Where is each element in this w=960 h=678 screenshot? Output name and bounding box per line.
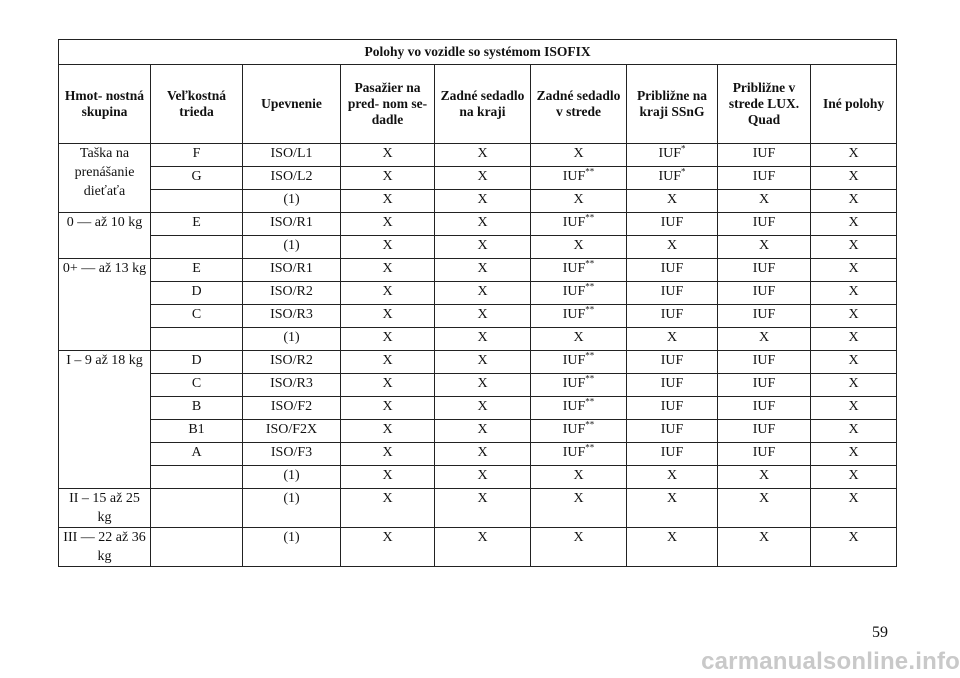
- table-cell: D: [151, 351, 243, 374]
- table-cell: X: [341, 305, 435, 328]
- table-cell: IUF: [627, 420, 718, 443]
- table-cell: IUF: [627, 351, 718, 374]
- table-cell: ISO/F3: [243, 443, 341, 466]
- table-cell: IUF*: [627, 167, 718, 190]
- table-cell: (1): [243, 489, 341, 528]
- table-cell: IUF: [718, 374, 811, 397]
- table-cell: X: [531, 190, 627, 213]
- table-cell: E: [151, 213, 243, 236]
- weight-group-label: III — 22 až 36 kg: [59, 528, 151, 567]
- table-cell: X: [811, 374, 897, 397]
- table-cell: (1): [243, 236, 341, 259]
- table-cell: X: [341, 489, 435, 528]
- table-cell: X: [811, 190, 897, 213]
- table-cell: IUF: [718, 144, 811, 167]
- table-cell: X: [341, 328, 435, 351]
- table-cell: IUF**: [531, 443, 627, 466]
- weight-group-label: 0+ — až 13 kg: [59, 259, 151, 351]
- table-row: [59, 466, 897, 489]
- table-cell: ISO/R2: [243, 351, 341, 374]
- table-cell: X: [341, 374, 435, 397]
- table-cell: IUF: [718, 443, 811, 466]
- table-cell: IUF: [718, 305, 811, 328]
- table-row: [59, 236, 897, 259]
- table-cell: IUF: [627, 259, 718, 282]
- table-cell: X: [811, 351, 897, 374]
- table-cell: X: [341, 236, 435, 259]
- table-cell: ISO/F2: [243, 397, 341, 420]
- table-cell: X: [718, 236, 811, 259]
- table-cell: C: [151, 374, 243, 397]
- column-header: Približne v strede LUX. Quad: [718, 65, 811, 144]
- table-cell: IUF: [718, 167, 811, 190]
- table-cell: IUF: [718, 259, 811, 282]
- table-cell: ISO/F2X: [243, 420, 341, 443]
- table-cell: (1): [243, 528, 341, 567]
- table-cell: X: [811, 213, 897, 236]
- table-cell: X: [811, 305, 897, 328]
- table-cell: IUF**: [531, 374, 627, 397]
- weight-group-label: II – 15 až 25 kg: [59, 489, 151, 528]
- table-cell: IUF: [627, 305, 718, 328]
- table-cell: X: [341, 528, 435, 567]
- table-cell: IUF**: [531, 420, 627, 443]
- weight-group-label: Taška na prenášanie dieťaťa: [59, 144, 151, 213]
- column-header: Hmot- nostná skupina: [59, 65, 151, 144]
- table-cell: [151, 528, 243, 567]
- table-row: [59, 489, 897, 528]
- table-cell: X: [341, 420, 435, 443]
- table-cell: X: [718, 489, 811, 528]
- table-cell: [151, 190, 243, 213]
- table-cell: ISO/R1: [243, 259, 341, 282]
- column-header: Približne na kraji SSnG: [627, 65, 718, 144]
- table-row: [59, 190, 897, 213]
- table-cell: X: [811, 420, 897, 443]
- table-cell: X: [627, 528, 718, 567]
- column-header: Pasažier na pred- nom se- dadle: [341, 65, 435, 144]
- table-cell: X: [341, 259, 435, 282]
- table-cell: X: [531, 328, 627, 351]
- column-header: Zadné sedadlo v strede: [531, 65, 627, 144]
- table-cell: X: [627, 190, 718, 213]
- table-cell: IUF: [718, 420, 811, 443]
- table-cell: X: [435, 144, 531, 167]
- table-cell: X: [435, 528, 531, 567]
- table-cell: IUF**: [531, 213, 627, 236]
- column-header: Upevnenie: [243, 65, 341, 144]
- table-cell: [151, 489, 243, 528]
- table-cell: IUF**: [531, 305, 627, 328]
- table-cell: IUF: [627, 397, 718, 420]
- table-cell: X: [341, 443, 435, 466]
- table-cell: IUF: [627, 282, 718, 305]
- table-row: [59, 167, 897, 190]
- table-cell: X: [435, 489, 531, 528]
- table-cell: IUF: [627, 213, 718, 236]
- table-cell: [151, 328, 243, 351]
- table-cell: F: [151, 144, 243, 167]
- table-cell: ISO/R2: [243, 282, 341, 305]
- table-cell: IUF**: [531, 259, 627, 282]
- table-cell: IUF: [627, 443, 718, 466]
- table-cell: IUF: [718, 213, 811, 236]
- table-row: [59, 305, 897, 328]
- table-cell: IUF: [718, 282, 811, 305]
- table-row: [59, 213, 897, 236]
- table-cell: X: [531, 236, 627, 259]
- table-cell: X: [627, 489, 718, 528]
- table-cell: X: [718, 190, 811, 213]
- table-cell: G: [151, 167, 243, 190]
- table-cell: IUF*: [627, 144, 718, 167]
- table-cell: X: [718, 466, 811, 489]
- table-cell: X: [341, 144, 435, 167]
- table-row: [59, 282, 897, 305]
- table-cell: B: [151, 397, 243, 420]
- table-cell: X: [435, 443, 531, 466]
- table-cell: X: [811, 489, 897, 528]
- table-cell: X: [341, 466, 435, 489]
- table-cell: X: [435, 167, 531, 190]
- table-cell: X: [811, 259, 897, 282]
- table-cell: X: [531, 144, 627, 167]
- table-cell: X: [531, 489, 627, 528]
- table-cell: X: [341, 397, 435, 420]
- table-row: [59, 351, 897, 374]
- table-cell: IUF**: [531, 351, 627, 374]
- table-cell: IUF**: [531, 167, 627, 190]
- table-cell: X: [811, 236, 897, 259]
- table-cell: ISO/R3: [243, 374, 341, 397]
- table-cell: X: [627, 466, 718, 489]
- column-header: Iné polohy: [811, 65, 897, 144]
- table-row: [59, 259, 897, 282]
- table-cell: [151, 236, 243, 259]
- table-cell: [151, 466, 243, 489]
- table-cell: X: [435, 420, 531, 443]
- column-header: Veľkostná trieda: [151, 65, 243, 144]
- table-cell: (1): [243, 190, 341, 213]
- table-cell: E: [151, 259, 243, 282]
- table-cell: X: [811, 167, 897, 190]
- table-cell: X: [718, 528, 811, 567]
- table-cell: X: [435, 397, 531, 420]
- table-cell: X: [435, 466, 531, 489]
- table-cell: X: [435, 213, 531, 236]
- table-cell: X: [341, 351, 435, 374]
- table-cell: X: [811, 528, 897, 567]
- table-cell: X: [811, 466, 897, 489]
- table-cell: X: [811, 328, 897, 351]
- table-cell: X: [627, 236, 718, 259]
- table-cell: ISO/R3: [243, 305, 341, 328]
- table-row: [59, 443, 897, 466]
- table-cell: X: [531, 528, 627, 567]
- table-cell: X: [531, 466, 627, 489]
- table-cell: X: [811, 144, 897, 167]
- table-row: [59, 420, 897, 443]
- watermark: carmanualsonline.info: [701, 648, 960, 675]
- table-cell: X: [627, 328, 718, 351]
- table-cell: A: [151, 443, 243, 466]
- table-title: Polohy vo vozidle so systémom ISOFIX: [59, 40, 897, 65]
- weight-group-label: 0 — až 10 kg: [59, 213, 151, 259]
- table-body: [59, 144, 897, 567]
- weight-group-label: I – 9 až 18 kg: [59, 351, 151, 489]
- table-cell: IUF**: [531, 397, 627, 420]
- table-cell: X: [718, 328, 811, 351]
- table-cell: X: [811, 282, 897, 305]
- column-header: Zadné sedadlo na kraji: [435, 65, 531, 144]
- table-cell: X: [341, 190, 435, 213]
- table-cell: X: [435, 351, 531, 374]
- table-cell: D: [151, 282, 243, 305]
- table-cell: ISO/R1: [243, 213, 341, 236]
- table-cell: C: [151, 305, 243, 328]
- isofix-positions-table: [58, 39, 897, 567]
- table-cell: (1): [243, 466, 341, 489]
- table-cell: IUF: [718, 351, 811, 374]
- table-cell: X: [341, 213, 435, 236]
- table-cell: X: [435, 282, 531, 305]
- table-row: [59, 528, 897, 567]
- table-cell: IUF**: [531, 282, 627, 305]
- table-row: [59, 397, 897, 420]
- table-cell: IUF: [718, 397, 811, 420]
- table-cell: X: [341, 167, 435, 190]
- header-row: [59, 65, 897, 144]
- table-cell: ISO/L1: [243, 144, 341, 167]
- table-cell: X: [435, 236, 531, 259]
- table-cell: X: [435, 190, 531, 213]
- table-cell: (1): [243, 328, 341, 351]
- table-cell: X: [811, 443, 897, 466]
- page-number: 59: [872, 624, 888, 641]
- table-cell: X: [811, 397, 897, 420]
- table-cell: IUF: [627, 374, 718, 397]
- table-cell: ISO/L2: [243, 167, 341, 190]
- table-row: [59, 144, 897, 167]
- table-row: [59, 328, 897, 351]
- table-cell: X: [341, 282, 435, 305]
- table-row: [59, 374, 897, 397]
- table-cell: B1: [151, 420, 243, 443]
- table-cell: X: [435, 259, 531, 282]
- table-cell: X: [435, 305, 531, 328]
- table-cell: X: [435, 328, 531, 351]
- table-cell: X: [435, 374, 531, 397]
